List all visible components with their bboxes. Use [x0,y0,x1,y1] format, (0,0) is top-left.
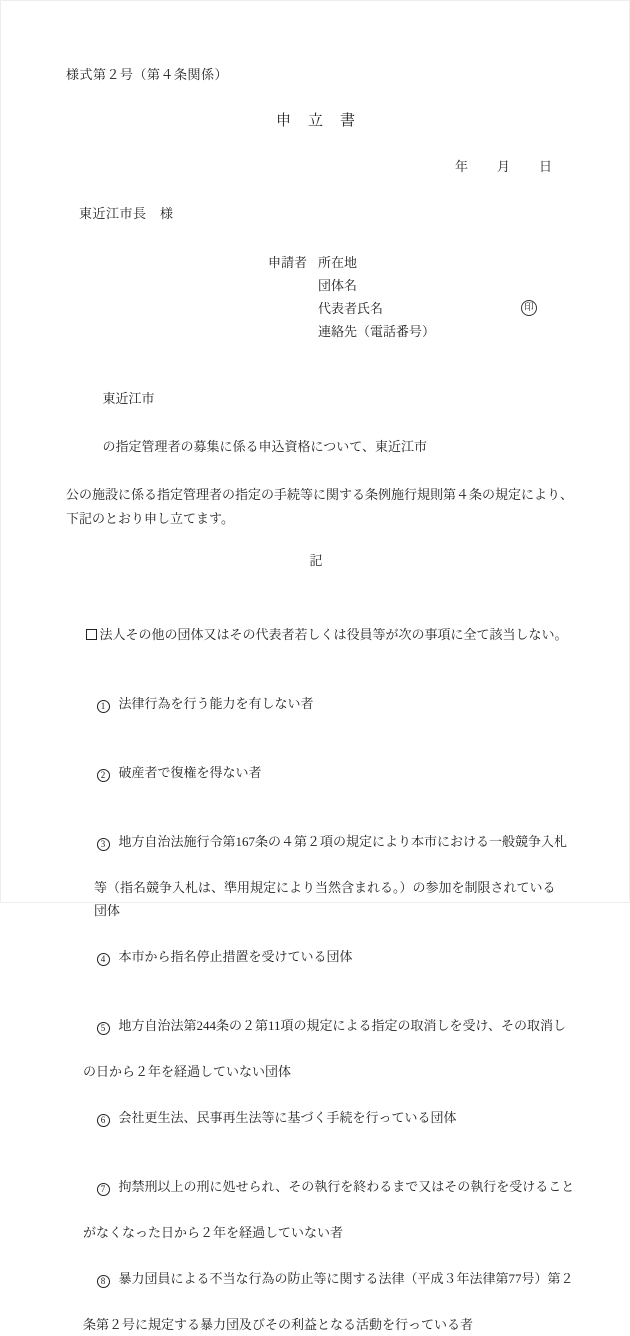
contact-phone-input[interactable] [435,320,566,334]
declaration-item-6: 6 会社更生法、民事再生法等に基づく手続を行っている団体 [66,1083,566,1152]
date-year-blank[interactable] [426,161,455,174]
organization-name-input[interactable] [357,274,497,288]
applicant-label: 申請者 [268,255,308,270]
organization-name-label: 団体名 [318,278,358,293]
applicant-row-representative [268,297,566,320]
form-number: 様式第２号（第４条関係） [66,67,229,82]
declaration-item-2: 2 破産者で復権を得ない者 [66,738,566,807]
declaration-item-5-cont-1: の日から２年を経過していない団体 [83,1064,292,1079]
declaration-list [66,600,575,1336]
contact-phone-label: 連絡先（電話番号） [318,324,436,339]
date-month-label: 月 [496,159,510,174]
declaration-item-1: 1 法律行為を行う能力を有しない者 [66,669,566,738]
body-line-2: 公の施設に係る指定管理者の指定の手続等に関する条例施行規則第４条の規定により、 [66,487,574,502]
addressee: 東近江市長 様 [79,206,174,221]
item-8-number-icon: 8 [97,1275,110,1288]
item-5-number-icon: 5 [97,1022,110,1035]
declaration-item-8: 8 暴力団員による不当な行為の防止等に関する法律（平成３年法律第77号）第２ [66,1244,566,1313]
declaration-item-7-cont-1: がなくなった日から２年を経過していない者 [83,1225,344,1240]
facility-name-blank[interactable] [103,414,194,427]
date-day-label: 日 [538,159,552,174]
item-4-number-icon: 4 [97,953,110,966]
declaration-intro [66,600,566,669]
applicant-block [268,251,566,343]
record-heading: 記 [309,553,323,568]
item-6-number-icon: 6 [97,1114,110,1127]
declaration-item-3-cont-1: 等（指名競争入札は、準用規定により当然含まれる。）の参加を制限されている [94,880,556,895]
declaration-item-8-cont-1: 条第２号に規定する暴力団及びその利益となる活動を行っている者 [83,1317,474,1332]
declaration-item-3: 3 地方自治法施行令第167条の４第２項の規定により本市における一般競争入札 [66,807,566,876]
representative-name-input[interactable] [383,297,523,311]
address-label: 所在地 [318,255,358,270]
declaration-item-5: 5 地方自治法第244条の２第11項の規定による指定の取消しを受け、その取消し [66,991,566,1060]
declaration-item-3-cont-2: 団体 [94,903,121,918]
declaration-item-4: 4 本市から指名停止措置を受けている団体 [66,922,566,991]
applicant-row-contact [268,320,566,343]
document-title: 申 立 書 [275,113,356,129]
representative-name-label: 代表者氏名 [318,301,384,316]
date-year-label: 年 [454,159,468,174]
applicant-row-address [268,251,566,274]
declaration-item-7: 7 拘禁刑以上の刑に処せられ、その執行を終わるまで又はその執行を受けること [66,1152,566,1221]
item-7-number-icon: 7 [97,1183,110,1196]
item-3-number-icon: 3 [97,838,110,851]
body-line-1 [66,363,566,483]
date-line [66,159,566,175]
city-prefix: 東近江市 [102,391,155,406]
body-line-1-text: の指定管理者の募集に係る申込資格について、東近江市 [102,439,427,454]
item-1-number-icon: 1 [97,700,110,713]
date-month-blank[interactable] [468,161,497,174]
eligibility-checkbox[interactable] [86,629,97,640]
date-day-blank[interactable] [510,161,539,174]
seal-mark-icon: 印 [521,300,537,316]
body-line-3: 下記のとおり申し立てます。 [66,511,234,526]
item-2-number-icon: 2 [97,769,110,782]
declaration-intro-text: 法人その他の団体又はその代表者若しくは役員等が次の事項に全て該当しない。 [99,627,568,642]
applicant-row-organization [268,274,566,297]
address-input[interactable] [357,251,497,265]
body-paragraph [66,363,574,531]
